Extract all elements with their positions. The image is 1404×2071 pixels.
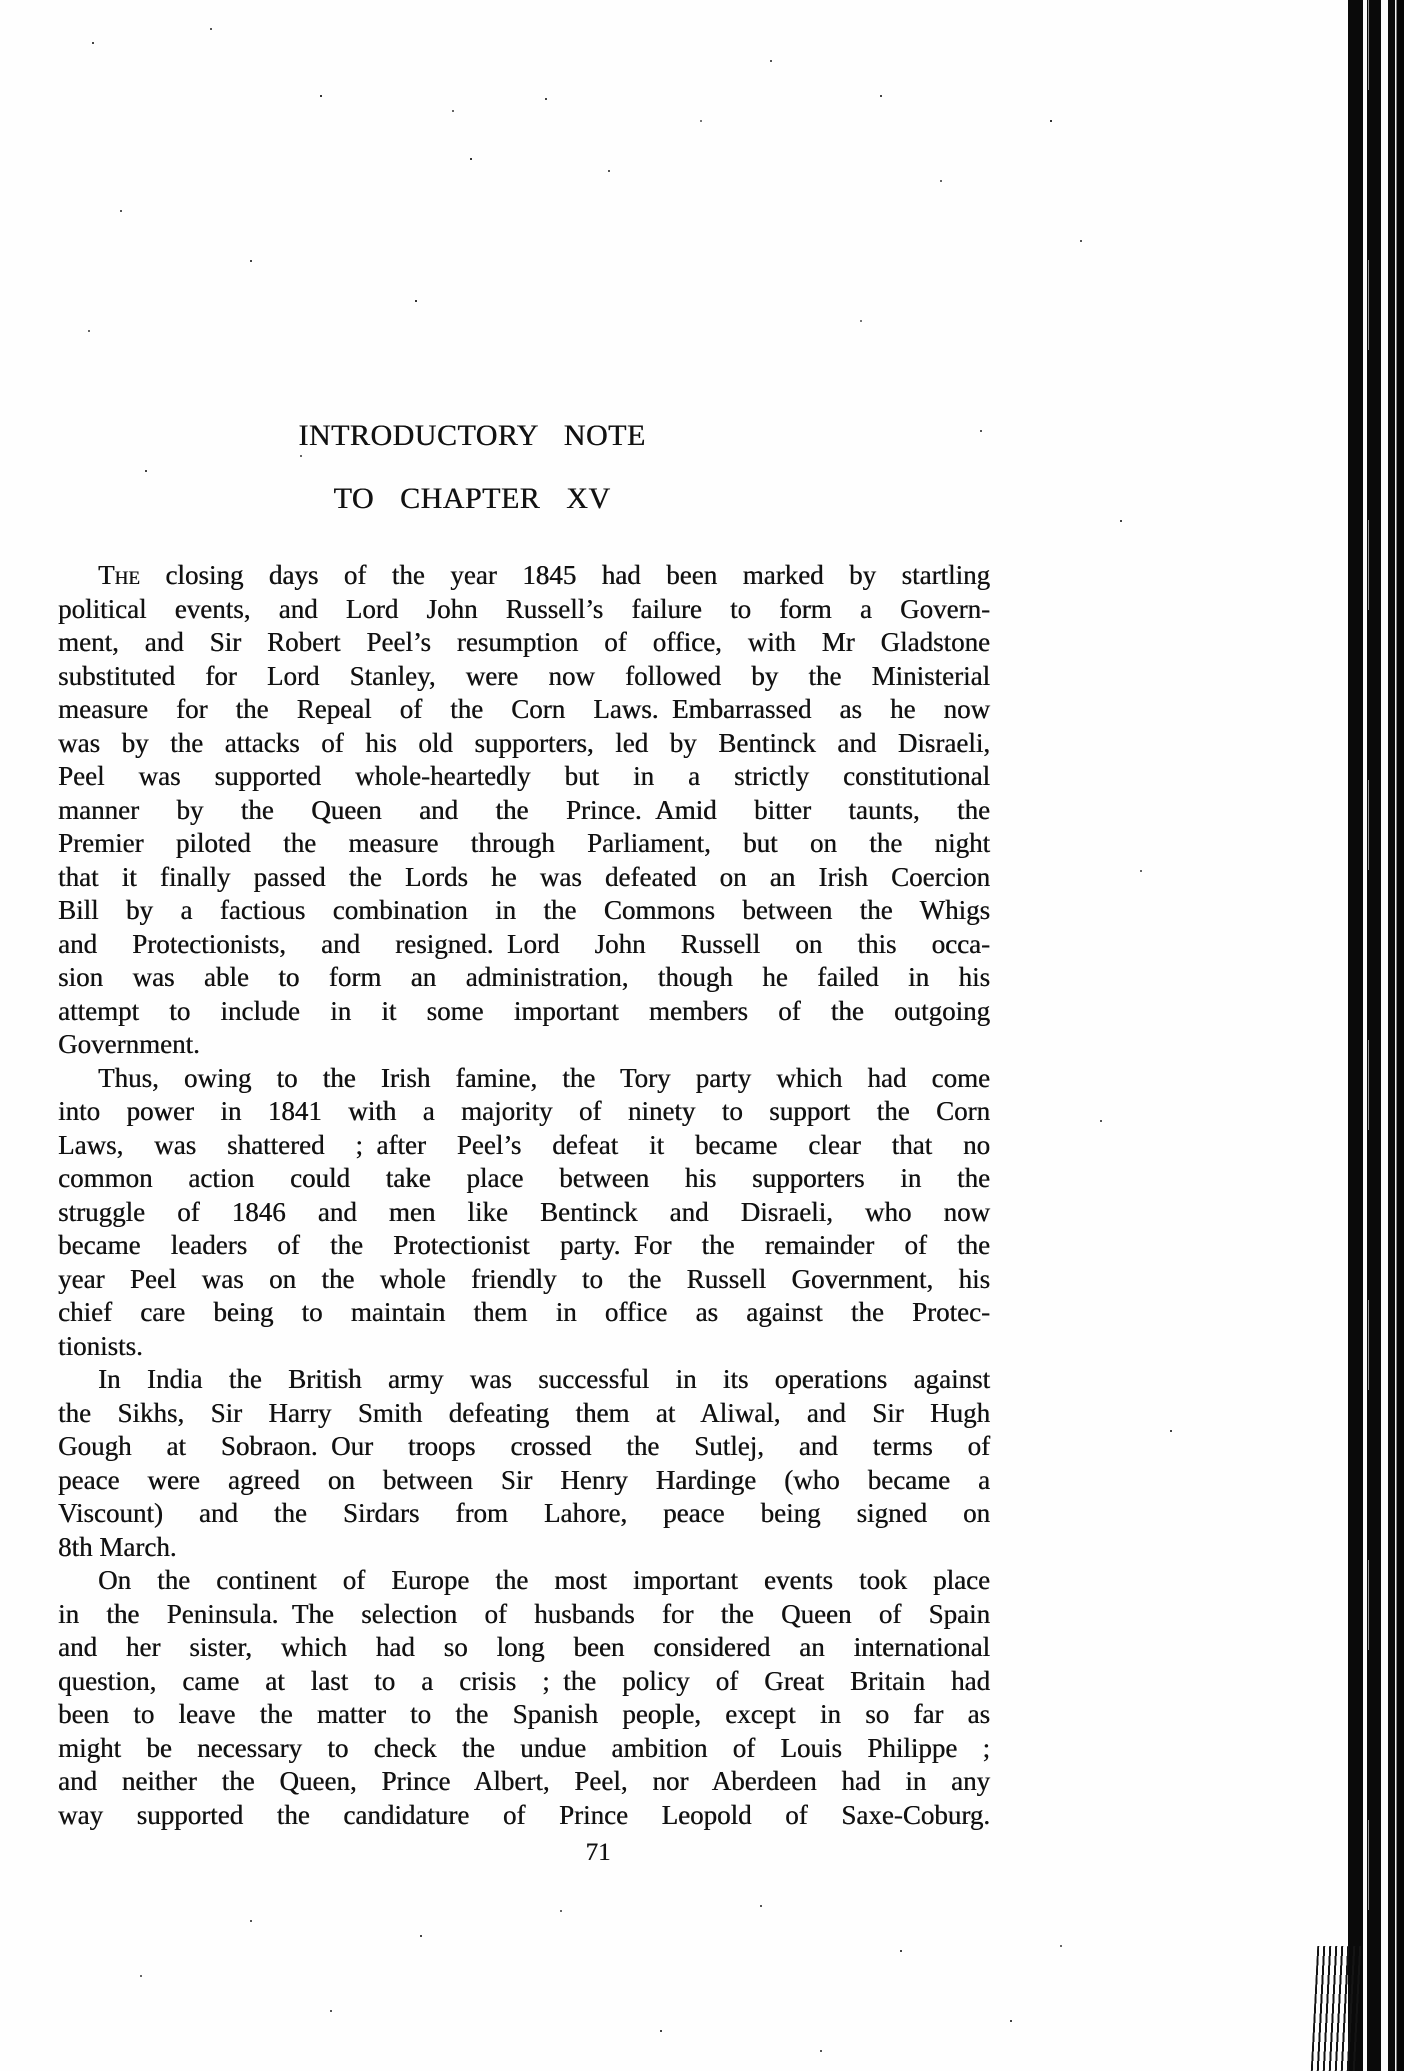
text-line: and neither the Queen, Prince Albert, Peel, nor Aberdeen had in any — [58, 1766, 990, 1796]
text-line: substituted for Lord Stanley, were now followed by the Ministerial — [58, 660, 990, 691]
lead-word: The — [98, 560, 140, 590]
text-line: tionists. — [58, 1330, 143, 1361]
scan-noise-speckles — [0, 0, 2, 2]
page-number: 71 — [585, 1839, 611, 1866]
text-line — [58, 559, 990, 593]
text-line: question, came at last to a crisis ; the policy of Great Britain had — [58, 1665, 990, 1696]
chapter-heading: INTRODUCTORY NOTE — [298, 419, 646, 452]
text-line: sion was able to form an administration, though he failed in his — [58, 962, 990, 992]
text-line: that it finally passed the Lords he was defeated on an Irish Coercion — [58, 861, 990, 892]
text-line: common action could take place between his supporters in the — [58, 1163, 990, 1193]
body-text-block — [58, 559, 990, 1832]
text-line: way supported the candidature of Prince Leopold of Saxe-Coburg. — [58, 1799, 990, 1830]
text-line: been to leave the matter to the Spanish people, except in so far as — [58, 1699, 990, 1729]
text-line: year Peel was on the whole friendly to the Russell Government, his — [58, 1263, 990, 1294]
chapter-subheading: TO CHAPTER XV — [333, 482, 611, 515]
text-line: Gough at Sobraon. Our troops crossed the Sutlej, and terms of — [58, 1431, 990, 1461]
text-line: Viscount) and the Sirdars from Lahore, peace being signed on — [58, 1498, 990, 1528]
text-line: In India the British army was successful in its operations against — [98, 1364, 990, 1394]
text-line: Government. — [58, 1029, 200, 1059]
text-line: peace were agreed on between Sir Henry Hardinge (who became a — [58, 1464, 990, 1495]
text-line: in the Peninsula. The selection of husbands for the Queen of Spain — [58, 1598, 990, 1629]
text-line: struggle of 1846 and men like Bentinck and Disraeli, who now — [58, 1196, 990, 1227]
text-line-rest: closing days of the year 1845 had been marked by startling — [165, 560, 991, 590]
text-line: Bill by a factious combination in the Commons between the Whigs — [58, 895, 990, 925]
text-line: Laws, was shattered ; after Peel’s defeat it became clear that no — [58, 1129, 990, 1160]
text-line: Peel was supported whole-heartedly but in a strictly constitutional — [58, 761, 990, 791]
text-line: the Sikhs, Sir Harry Smith defeating them at Aliwal, and Sir Hugh — [58, 1397, 990, 1428]
text-line: might be necessary to check the undue ambition of Louis Philippe ; — [58, 1732, 990, 1763]
text-line: measure for the Repeal of the Corn Laws. Embarrassed as he now — [58, 694, 990, 724]
text-line: Thus, owing to the Irish famine, the Tory party which had come — [98, 1062, 990, 1093]
book-gutter-highlight — [1368, 0, 1370, 2071]
text-line: manner by the Queen and the Prince. Amid bitter taunts, the — [58, 794, 990, 825]
text-line: chief care being to maintain them in office as against the Protec- — [58, 1297, 990, 1327]
text-line: was by the attacks of his old supporters, led by Bentinck and Disraeli, — [58, 727, 990, 758]
book-gutter-striations — [1311, 1946, 1364, 2071]
text-line: On the continent of Europe the most important events took place — [98, 1565, 990, 1595]
text-line: attempt to include in it some important members of the outgoing — [58, 995, 990, 1026]
text-line: ment, and Sir Robert Peel’s resumption of office, with Mr Gladstone — [58, 627, 990, 657]
text-line: 8th March. — [58, 1531, 177, 1562]
book-gutter-shadow — [1348, 0, 1404, 2071]
text-line: political events, and Lord John Russell’s failure to form a Govern- — [58, 593, 990, 624]
text-line: and Protectionists, and resigned. Lord John Russell on this occa- — [58, 928, 990, 959]
text-line: into power in 1841 with a majority of ninety to support the Corn — [58, 1096, 990, 1126]
text-line: became leaders of the Protectionist party. For the remainder of the — [58, 1230, 990, 1260]
text-line: and her sister, which had so long been considered an international — [58, 1632, 990, 1662]
text-line: Premier piloted the measure through Parliament, but on the night — [58, 828, 990, 858]
